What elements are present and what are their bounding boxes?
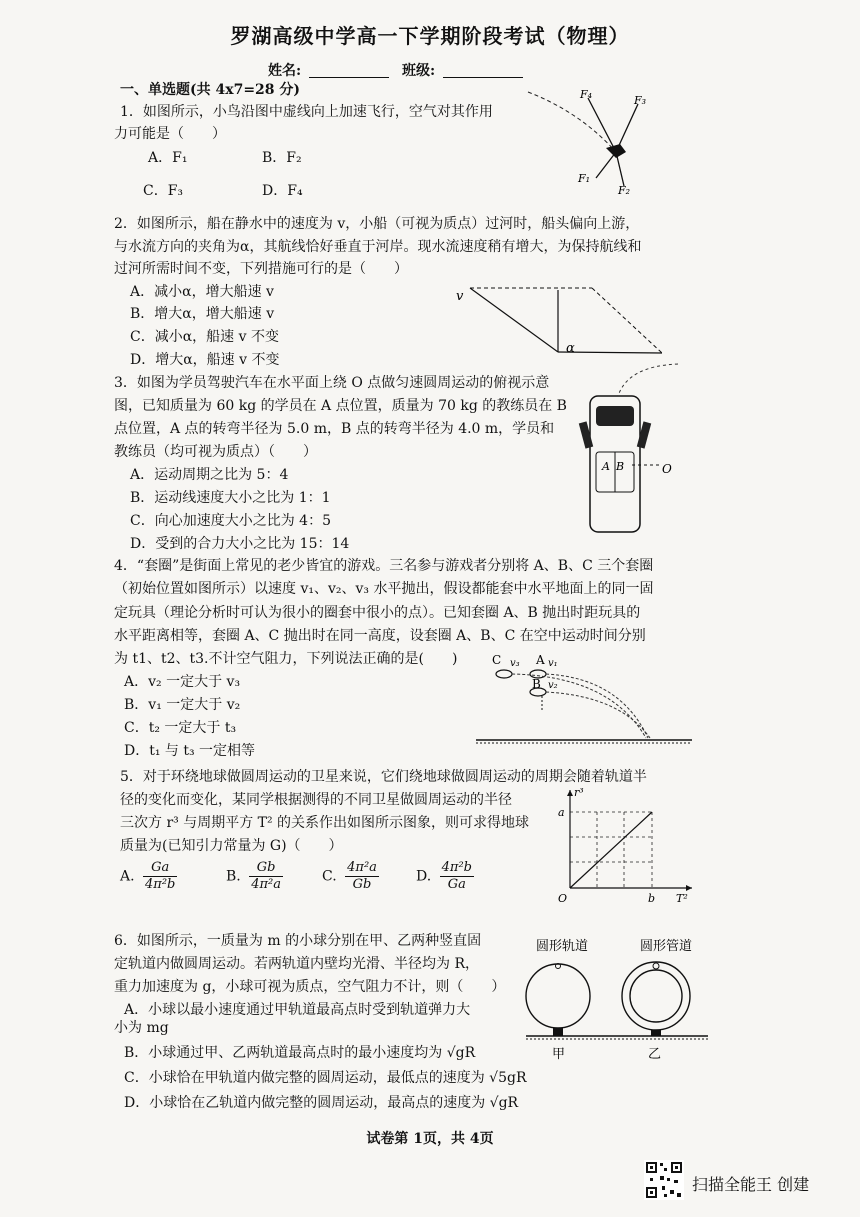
f2-label: F₂ xyxy=(618,184,631,197)
page-footer: 试卷第 1页，共 4页 xyxy=(366,1131,494,1147)
car-top-view-figure xyxy=(578,356,688,538)
v3-label: v₃ xyxy=(510,658,520,669)
q1-option-d: D．F₄ xyxy=(262,183,303,199)
q2-option-d: D．增大α，船速 v 不变 xyxy=(130,352,280,368)
q6-option-a-cont: 小为 mg xyxy=(114,1020,169,1036)
track-yi-label: 乙 xyxy=(648,1047,662,1062)
circular-tube-label: 圆形管道 xyxy=(640,939,693,954)
q4-line5: 为 t1、t2、t3.不计空气阻力，下列说法正确的是( ) xyxy=(114,651,458,667)
v1-label: v₁ xyxy=(548,658,558,669)
b-tick-label: b xyxy=(648,892,656,905)
q3-line2: 图，已知质量为 60 kg 的学员在 A 点位置，质量为 70 kg 的教练员在 B xyxy=(114,398,567,414)
q2-option-a: A．减小α，增大船速 v xyxy=(130,284,274,300)
q3-option-a: A．运动周期之比为 5：4 xyxy=(130,467,289,483)
q4-option-b: B．v₁ 一定大于 v₂ xyxy=(124,697,241,713)
a-tick-label: a xyxy=(558,806,565,819)
r3-axis-label: r³ xyxy=(574,786,584,799)
q4-option-c: C．t₂ 一定大于 t₃ xyxy=(124,720,237,736)
q5-option-a-label: A. xyxy=(120,868,135,885)
scanner-watermark: 扫描全能王 创建 xyxy=(692,1175,810,1194)
q3-line4: 教练员（均可视为质点）（ ） xyxy=(114,444,317,460)
q3-option-c: C．向心加速度大小之比为 4：5 xyxy=(130,513,331,529)
alpha-label: α xyxy=(566,341,575,356)
q3-option-d: D．受到的合力大小之比为 15：14 xyxy=(130,536,350,552)
ring-c-label: C xyxy=(492,653,502,667)
r3-t2-graph xyxy=(552,780,702,905)
q4-line2: （初始位置如图所示）以速度 v₁、v₂、v₃ 水平抛出，假设都能套中水平地面上的同一固 xyxy=(114,581,654,597)
q5-option-c-fraction: $\frac{\text{4π²a}}{Gb}$ xyxy=(347,860,377,892)
q5-option-d xyxy=(416,860,478,893)
q5-line4: 质量为(已知引力常量为 G)（ ） xyxy=(120,838,343,854)
q4-line1: 4．“套圈”是街面上常见的老少皆宜的游戏。三名参与游戏者分别将 A、B、C 三个套圈 xyxy=(114,558,654,574)
ring-b-label: B xyxy=(532,677,541,691)
f1-label: F₁ xyxy=(578,172,591,185)
q1-line2: 力可能是（ ） xyxy=(114,126,226,142)
q2-line2: 与水流方向的夹角为α，其航线恰好垂直于河岸。现水流速度稍有增大，为保持航线和 xyxy=(114,239,642,255)
q1-line1: 1．如图所示，小鸟沿图中虚线向上加速飞行，空气对其作用 xyxy=(120,104,493,120)
q1-option-a: A．F₁ xyxy=(148,150,188,166)
boat-velocity-figure xyxy=(450,280,675,362)
q2-option-b: B．增大α，增大船速 v xyxy=(130,306,275,322)
q4-line4: 水平距离相等，套圈 A、C 抛出时在同一高度，设套圈 A、B、C 在空中运动时间分别 xyxy=(114,628,646,644)
q5-line1: 5．对于环绕地球做圆周运动的卫星来说，它们绕地球做圆周运动的周期会随着轨道半 xyxy=(120,769,647,785)
q5-option-b-label: B. xyxy=(226,868,241,885)
ring-toss-figure xyxy=(470,650,695,746)
q6-option-a: A．小球以最小速度通过甲轨道最高点时受到轨道弹力大 xyxy=(124,1002,471,1018)
name-blank xyxy=(309,65,389,78)
q6-line3: 重力加速度为 g，小球可视为质点，空气阻力不计，则（ ） xyxy=(114,979,506,995)
q6-option-d: D．小球恰在乙轨道内做完整的圆周运动，最高点的速度为 √gR xyxy=(124,1095,519,1111)
q5-option-c-label: C. xyxy=(322,868,337,885)
q5-option-a-fraction: $\frac{Ga}{\text{4π²b}}$ xyxy=(145,860,176,892)
q5-option-d-label: D. xyxy=(416,868,432,885)
point-a-label: A xyxy=(602,460,610,473)
q4-option-d: D．t₁ 与 t₃ 一定相等 xyxy=(124,743,256,759)
q4-option-a: A．v₂ 一定大于 v₃ xyxy=(124,674,241,690)
q3-line3: 点位置，A 点的转弯半径为 5.0 m，B 点的转弯半径为 4.0 m，学员和 xyxy=(114,421,555,437)
q1-option-b: B．F₂ xyxy=(262,150,302,166)
q6-line2: 定轨道内做圆周运动。若两轨道内壁均光滑、半径均为 R， xyxy=(114,956,479,972)
q2-line1: 2．如图所示，船在静水中的速度为 v，小船（可视为质点）过河时，船头偏向上游， xyxy=(114,216,640,232)
q5-line3: 三次方 r³ 与周期平方 T² 的关系作出如图所示图象，则可求得地球 xyxy=(120,815,530,831)
ring-a-label: A xyxy=(536,653,545,667)
point-b-label: B xyxy=(616,460,625,473)
origin-label: O xyxy=(558,892,568,905)
page-title: 罗湖高级中学高一下学期阶段考试（物理） xyxy=(230,24,630,48)
f4-label: F₄ xyxy=(580,88,593,101)
t2-axis-label: T² xyxy=(676,892,688,905)
qr-code-icon xyxy=(644,1160,684,1200)
q1-option-c: C．F₃ xyxy=(143,183,184,199)
track-jia-label: 甲 xyxy=(552,1047,566,1062)
q5-option-c xyxy=(322,860,383,893)
section-heading: 一、单选题(共 4x7=28 分) xyxy=(120,82,301,98)
q5-option-b xyxy=(226,860,287,893)
q5-option-a xyxy=(120,860,181,893)
q5-option-d-fraction: $\frac{\text{4π²b}}{Ga}$ xyxy=(441,860,472,892)
student-info xyxy=(268,60,531,80)
q6-option-c: C．小球恰在甲轨道内做完整的圆周运动，最低点的速度为 √5gR xyxy=(124,1070,527,1086)
q2-line3: 过河所需时间不变，下列措施可行的是（ ） xyxy=(114,261,408,277)
class-label: 班级: xyxy=(402,63,436,79)
q3-line1: 3．如图为学员驾驶汽车在水平面上绕 O 点做匀速圆周运动的俯视示意 xyxy=(114,375,550,391)
f3-label: F₃ xyxy=(634,94,647,107)
v-label: v xyxy=(456,289,464,304)
q3-option-b: B．运动线速度大小之比为 1：1 xyxy=(130,490,331,506)
class-blank xyxy=(443,65,523,78)
q6-option-b: B．小球通过甲、乙两轨道最高点时的最小速度均为 √gR xyxy=(124,1045,476,1061)
tracks-figure xyxy=(522,932,712,1064)
bird-force-figure xyxy=(520,82,680,202)
circular-track-label: 圆形轨道 xyxy=(536,939,589,954)
v2-label: v₂ xyxy=(548,680,558,691)
q4-line3: 定玩具（理论分析时可认为很小的圈套中很小的点）。已知套圈 A、B 抛出时距玩具的 xyxy=(114,605,641,621)
q2-option-c: C．减小α，船速 v 不变 xyxy=(130,329,279,345)
point-o-label: O xyxy=(662,462,672,476)
bird-icon xyxy=(606,144,626,158)
q6-line1: 6．如图所示，一质量为 m 的小球分别在甲、乙两种竖直固 xyxy=(114,933,482,949)
q5-line2: 径的变化而变化，某同学根据测得的不同卫星做圆周运动的半径 xyxy=(120,792,512,808)
q5-option-b-fraction: $\frac{Gb}{\text{4π²a}}$ xyxy=(251,860,281,892)
name-label: 姓名: xyxy=(268,63,302,79)
